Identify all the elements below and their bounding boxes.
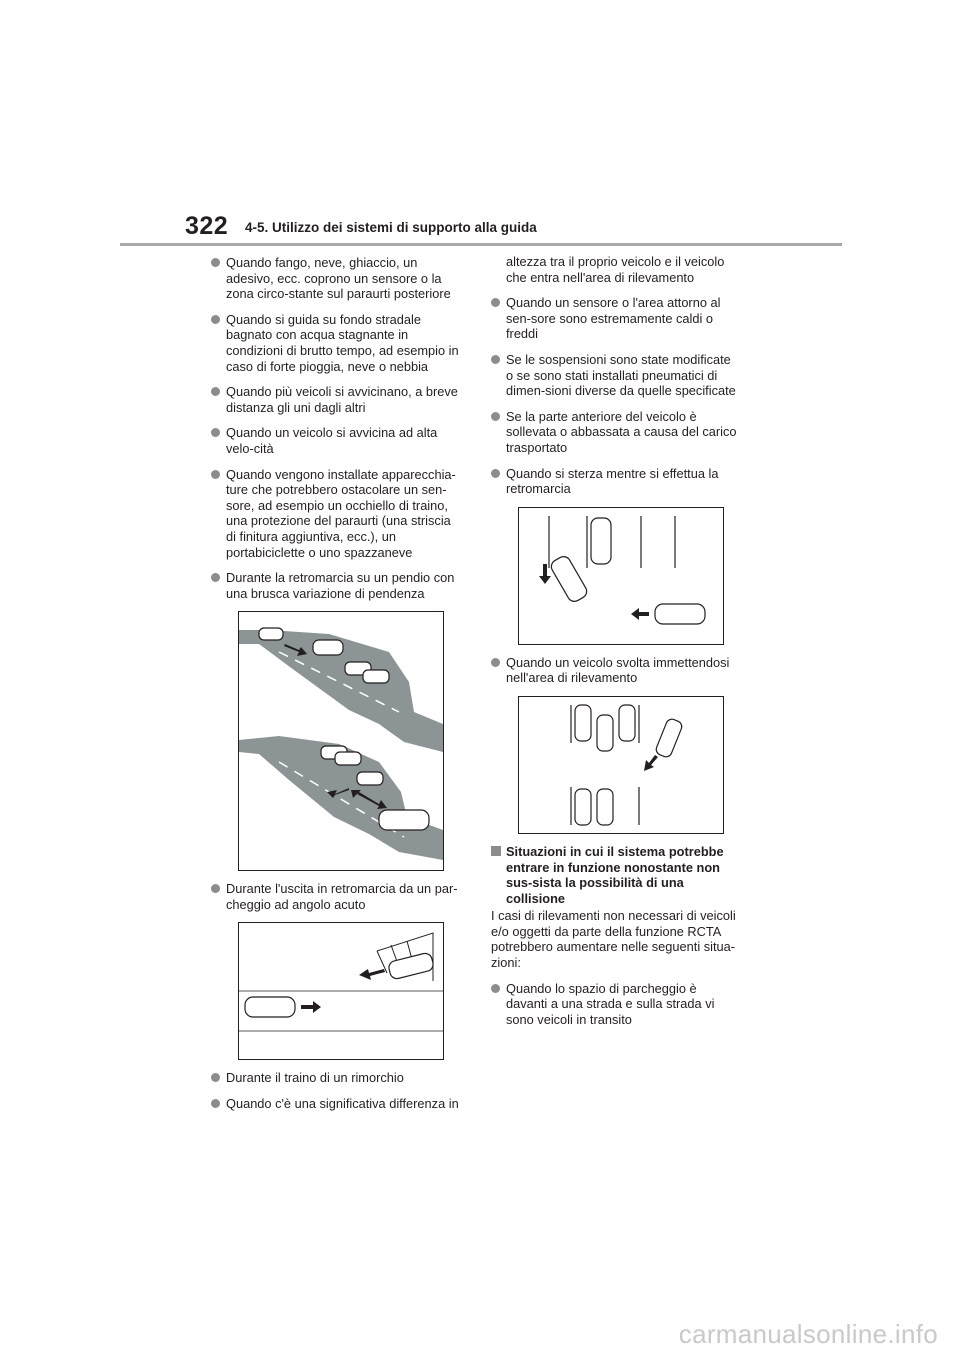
bullet-icon <box>491 658 500 667</box>
subheading-text: Situazioni in cui il sistema potrebbe entrare in funzione nonostante non sus-sista la possibilità di una collisione <box>506 843 724 906</box>
list-item <box>211 312 461 374</box>
list-item <box>211 1096 461 1112</box>
header-rule <box>120 243 842 246</box>
bullet-icon <box>491 355 500 364</box>
list-item <box>211 570 461 601</box>
list-item <box>211 467 461 561</box>
bullet-icon <box>211 470 220 479</box>
bullet-icon <box>491 412 500 421</box>
paragraph: I casi di rilevamenti non necessari di veicoli e/o oggetti da parte della funzione RCTA potrebbero aumentare nelle seguenti situa-zioni: <box>491 908 736 971</box>
steering-reverse-illustration <box>518 507 724 645</box>
list-item-text: Durante la retromarcia su un pendio con una brusca variazione di pendenza <box>226 570 455 601</box>
list-item <box>211 384 461 415</box>
left-column <box>211 255 461 1122</box>
bullet-icon <box>491 469 500 478</box>
list-item-text: Quando si sterza mentre si effettua la retromarcia <box>506 465 719 497</box>
list-item-text: Quando si guida su fondo stradale bagnato con acqua stagnante in condizioni di brutto tempo, ad esempio in caso di forte pioggia, neve o nebbia <box>226 311 459 374</box>
list-item <box>491 352 741 399</box>
bullet-icon <box>491 298 500 307</box>
list-item <box>211 425 461 456</box>
page-number: 322 <box>185 212 229 240</box>
slope-illustration <box>238 611 444 871</box>
section-subheading <box>491 844 741 906</box>
list-item-text: Se le sospensioni sono state modificate o se sono stati installati pneumatici di dimen-sioni diverse da quelle specificate <box>506 351 736 399</box>
list-item-text: Quando un sensore o l'area attorno al sen-sore sono estremamente caldi o freddi <box>506 295 721 342</box>
list-item <box>491 409 741 456</box>
bullet-icon <box>211 884 220 893</box>
list-item-text: Quando fango, neve, ghiaccio, un adesivo, ecc. coprono un sensore o la zona circo-stante sul paraurti posteriore <box>226 255 451 302</box>
list-item-continuation <box>491 254 741 285</box>
square-bullet-icon <box>491 846 501 856</box>
watermark: carmanualsonline.info <box>678 1319 938 1349</box>
list-item-text: Durante l'uscita in retromarcia da un par-cheggio ad angolo acuto <box>226 881 458 912</box>
list-item <box>211 881 461 912</box>
list-item-text: Durante il traino di un rimorchio <box>226 1070 404 1086</box>
bullet-icon <box>211 315 220 324</box>
list-item-text: Se la parte anteriore del veicolo è sollevata o abbassata a causa del carico trasportato <box>506 408 737 455</box>
bullet-icon <box>211 1099 220 1108</box>
bullet-icon <box>211 1073 220 1082</box>
list-item <box>491 981 741 1028</box>
list-item <box>491 655 741 686</box>
list-item-text: Quando più veicoli si avvicinano, a breve distanza gli uni dagli altri <box>226 384 458 415</box>
list-item-text: Quando vengono installate apparecchia-ture che potrebbero ostacolare un sen-sore, ad esempio un occhiello di traino, una protezione del paraurti (una striscia di finitura aggiuntiva, ecc.), un portabiciclette o uno spazzaneve <box>226 466 456 560</box>
list-item <box>491 466 741 497</box>
bullet-icon <box>211 428 220 437</box>
bullet-icon <box>491 984 500 993</box>
turning-vehicle-illustration <box>518 696 724 834</box>
list-item <box>491 295 741 342</box>
list-item <box>211 1070 461 1086</box>
list-item-text: Quando c'è una significativa differenza in <box>226 1096 459 1112</box>
list-item-text: Quando un veicolo svolta immettendosi nell'area di rilevamento <box>506 654 730 686</box>
bullet-icon <box>211 258 220 267</box>
list-item-text: Quando lo spazio di parcheggio è davanti a una strada e sulla strada vi sono veicoli in transito <box>506 980 715 1027</box>
angled-parking-illustration <box>238 922 444 1060</box>
list-item-text: altezza tra il proprio veicolo e il veicolo che entra nell'area di rilevamento <box>506 254 725 285</box>
bullet-icon <box>211 573 220 582</box>
bullet-icon <box>211 387 220 396</box>
list-item <box>211 255 461 302</box>
list-item-text: Quando un veicolo si avvicina ad alta velo-cità <box>226 425 438 456</box>
right-column <box>491 255 741 1037</box>
section-title: 4-5. Utilizzo dei sistemi di supporto alla guida <box>245 220 537 235</box>
